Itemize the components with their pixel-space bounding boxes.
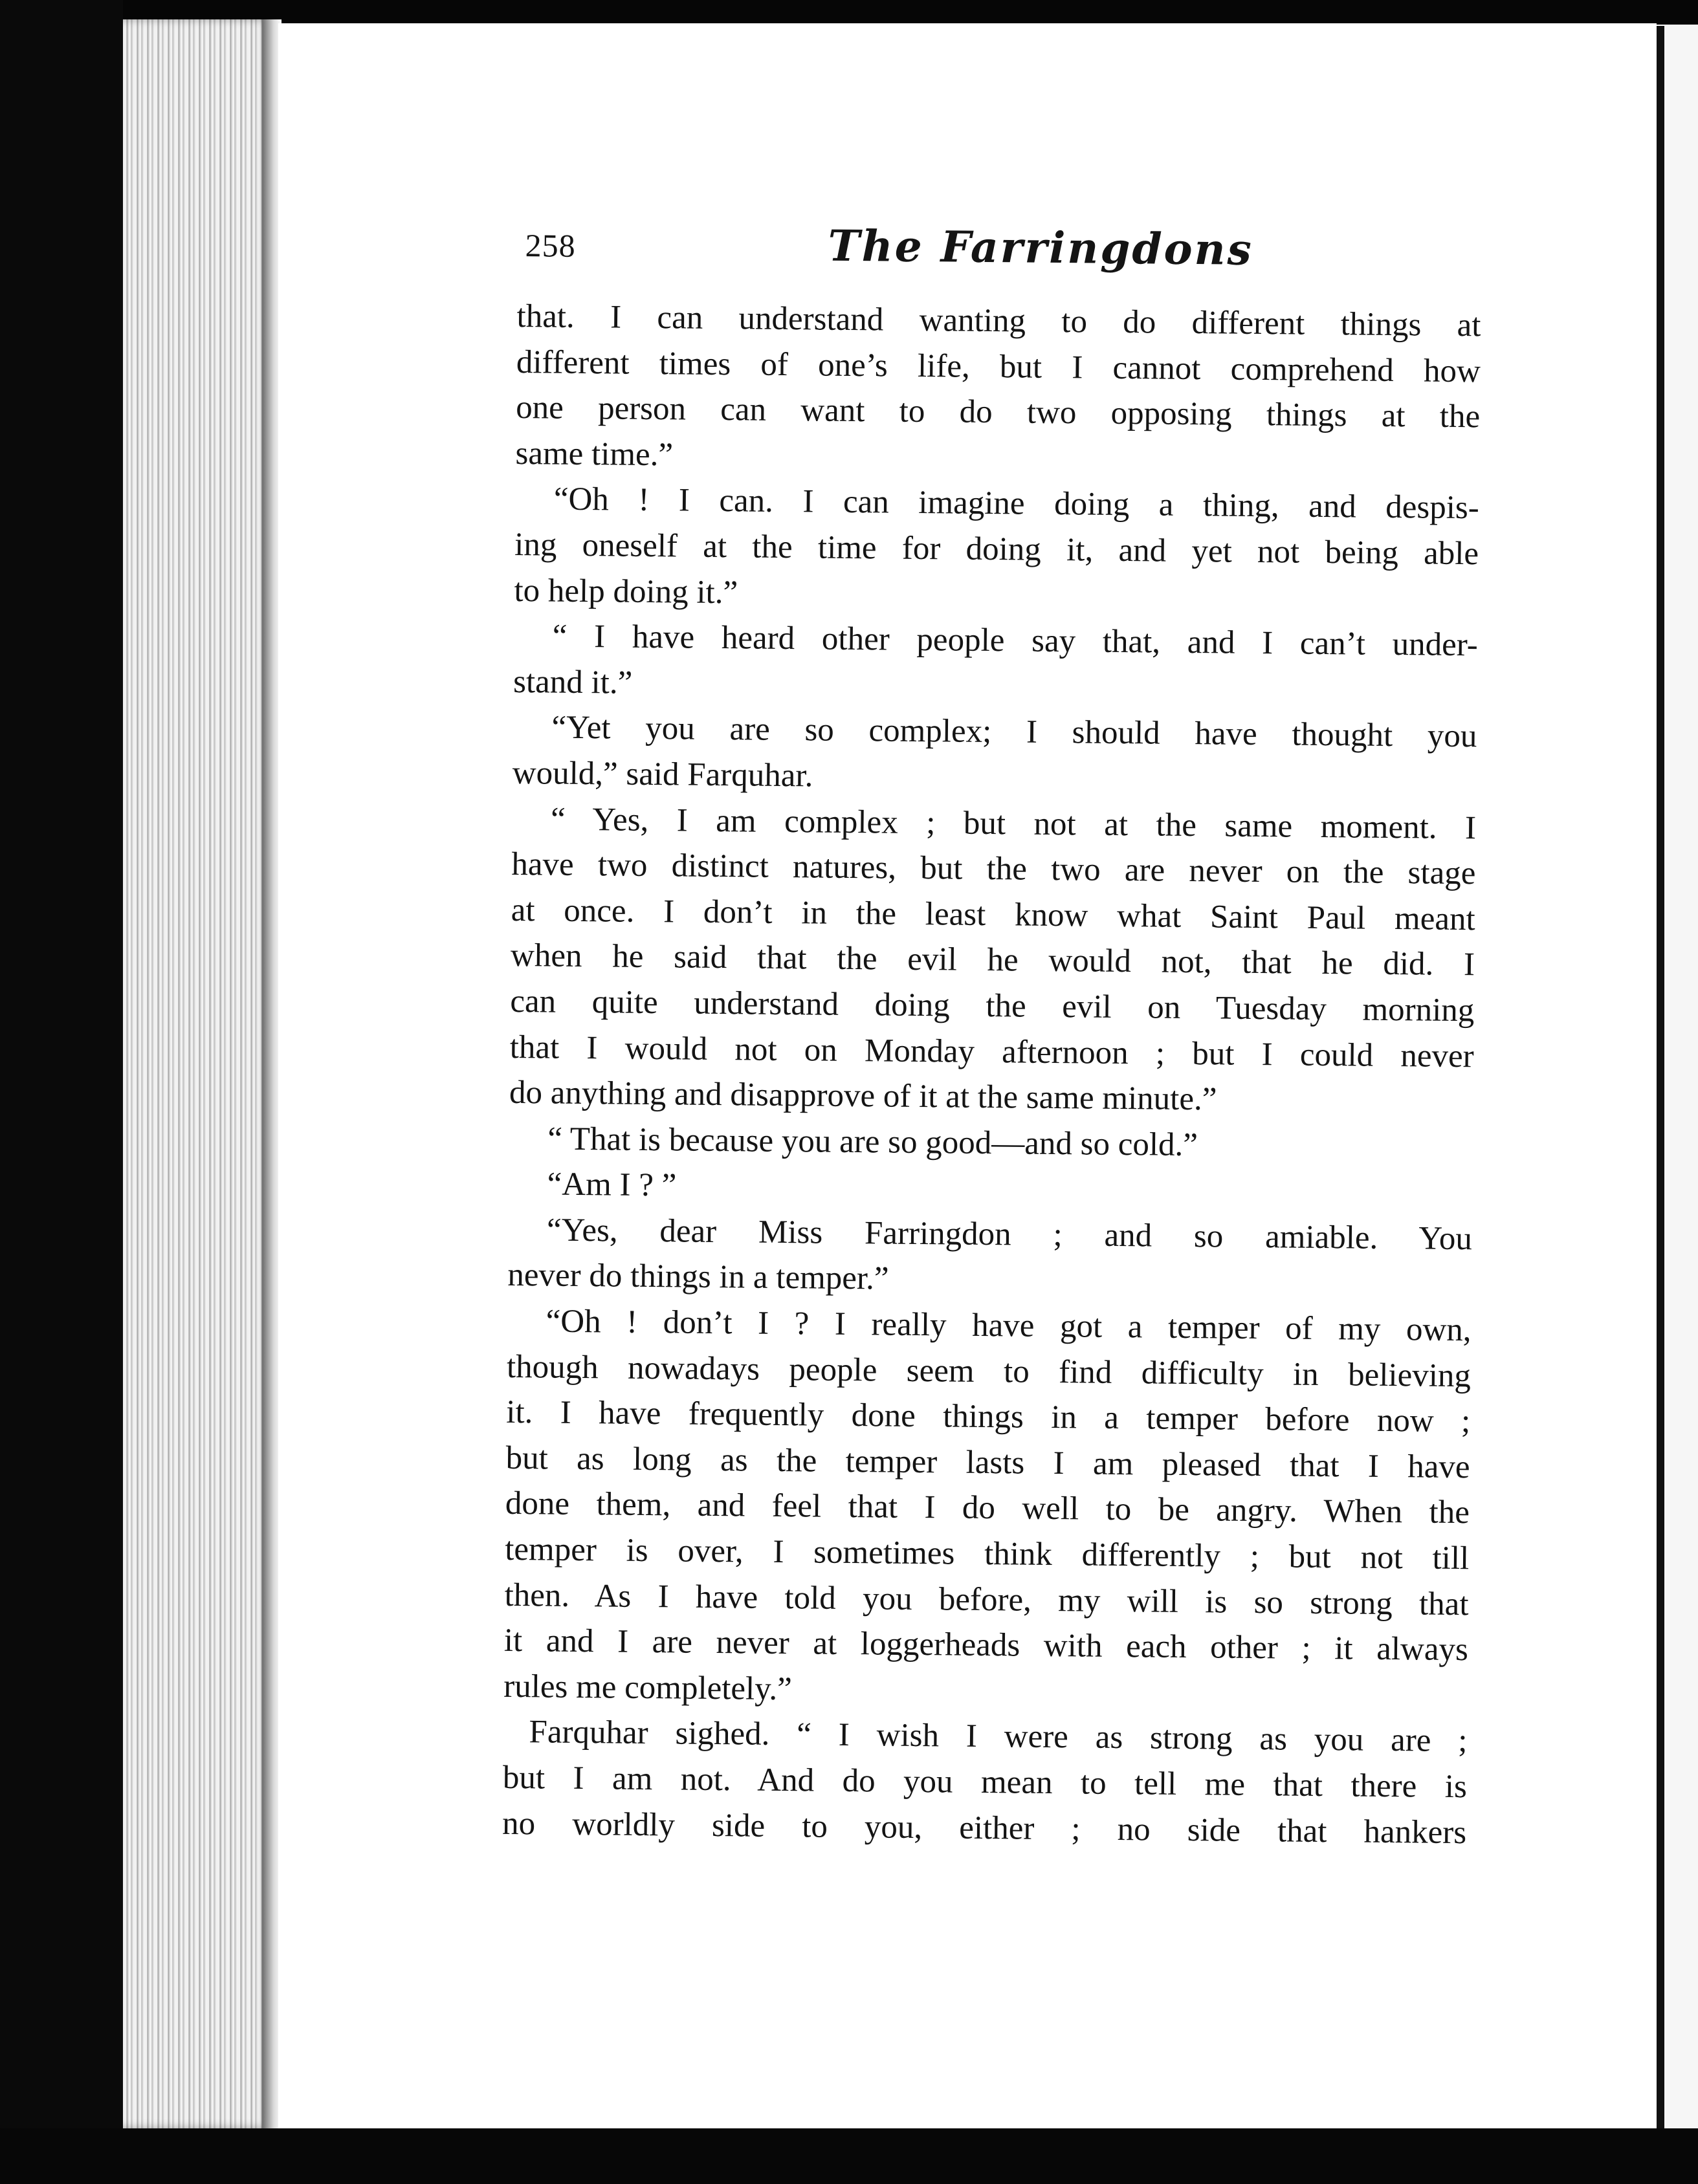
text-line: Farquhar sighed. “ I wish I were as strong as you are ;: [529, 1714, 1468, 1760]
text-line: when he said that the evil he would not, that he did. I: [510, 937, 1475, 983]
page-number: 258: [525, 227, 576, 264]
text-line: that I would not on Monday afternoon ; but I could never: [509, 1029, 1474, 1075]
text-line: “ That is because you are so good—and so cold.”: [547, 1120, 1198, 1163]
text-line: but I am not. And do you mean to tell me that there is: [502, 1759, 1468, 1806]
text-line: “Yet you are so complex; I should have thought you: [551, 709, 1477, 755]
text-line: temper is over, I sometimes think differently ; but not till: [505, 1531, 1470, 1577]
scan-border-left: [0, 0, 123, 2184]
text-line: “Am I ? ”: [547, 1166, 677, 1204]
text-line: “ I have heard other people say that, and I can’t under-: [552, 618, 1479, 664]
text-line: then. As I have told you before, my will is so strong that: [504, 1577, 1469, 1622]
text-line: one person can want to do two opposing things at the: [515, 389, 1481, 435]
text-line: different times of one’s life, but I cannot comprehend how: [516, 344, 1481, 389]
text-line: ing oneself at the time for doing it, and yet not being able: [514, 526, 1479, 573]
text-line: it. I have frequently done things in a temper before now ;: [506, 1394, 1471, 1440]
text-line: though nowadays people seem to find difficulty in believing: [506, 1348, 1472, 1394]
text-line: at once. I don’t in the least know what Saint Paul meant: [511, 891, 1475, 937]
text-line: done them, and feel that I do well to be angry. When the: [505, 1485, 1470, 1531]
text-line: never do things in a temper.”: [507, 1257, 889, 1298]
text-line: can quite understand doing the evil on Tuesday morning: [510, 983, 1475, 1029]
text-line: “Yes, dear Miss Farringdon ; and so amiable. You: [546, 1212, 1473, 1258]
text-line: that. I can understand wanting to do different things at: [516, 298, 1481, 344]
text-line: “Oh ! I can. I can imagine doing a thing, and despis-: [553, 481, 1480, 527]
text-line: “ Yes, I am complex ; but not at the same moment. I: [550, 801, 1477, 846]
text-line: no worldly side to you, either ; no side that hankers: [502, 1805, 1467, 1851]
book-page-edges: [123, 19, 272, 2128]
text-line: rules me completely.”: [503, 1668, 793, 1707]
facing-page-strip: [1664, 26, 1698, 2128]
scan-border-bottom: [0, 2128, 1698, 2184]
text-line: do anything and disapprove of it at the same minute.”: [509, 1075, 1217, 1118]
text-line: stand it.”: [513, 663, 633, 701]
text-line: but as long as the temper lasts I am pleased that I have: [505, 1439, 1470, 1486]
page-text-block: [502, 220, 1482, 1855]
running-head: [517, 220, 1482, 294]
text-line: it and I are never at loggerheads with each other ; it always: [503, 1622, 1469, 1668]
text-line: “Oh ! don’t I ? I really have got a temper of my own,: [546, 1303, 1472, 1349]
text-line: to help doing it.”: [514, 572, 738, 611]
text-line: would,” said Farquhar.: [512, 754, 813, 794]
text-line: have two distinct natures, but the two are never on the stage: [511, 846, 1476, 892]
text-line: same time.”: [515, 435, 674, 474]
book-title: The Farringdons: [828, 220, 1254, 275]
facing-page-edge: [1657, 26, 1664, 2128]
